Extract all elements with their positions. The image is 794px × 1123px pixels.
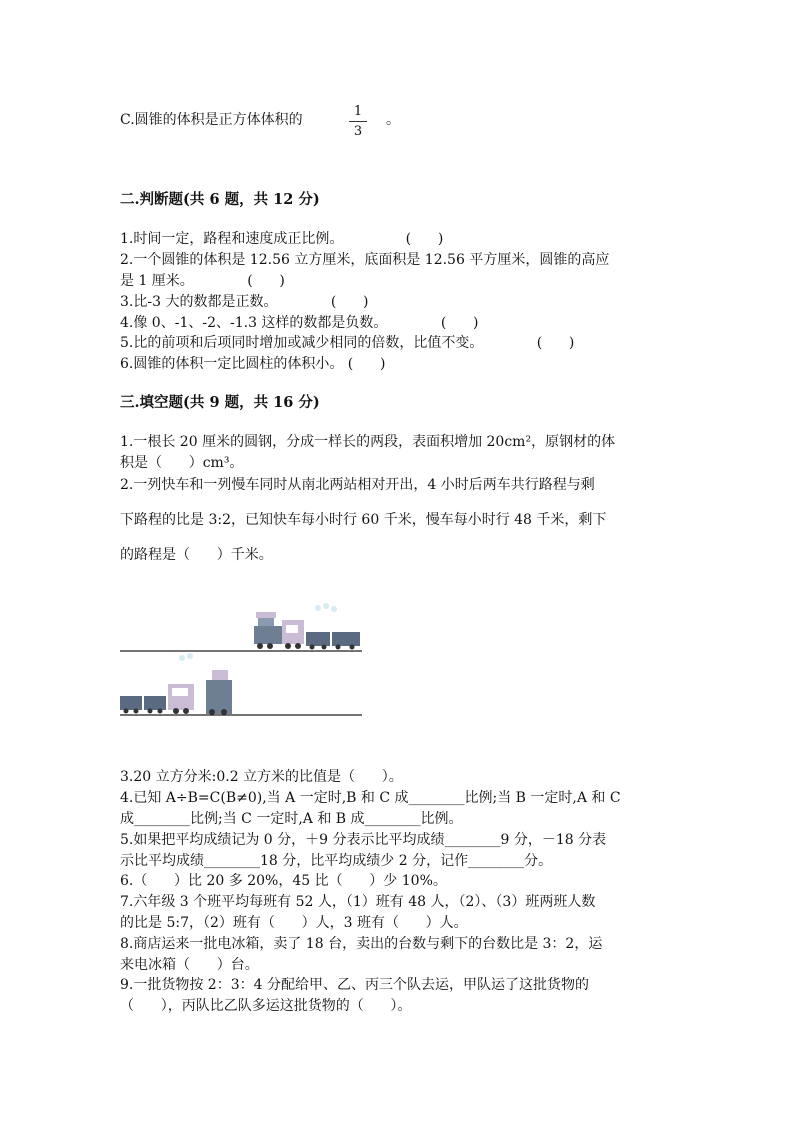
fill-blank-line: 成________比例;当 C 一定时,A 和 B 成________比例。 [120, 811, 463, 827]
fill-blank-line: 5.如果把平均成绩记为 0 分，＋9 分表示比平均成绩________9 分，－18 分表 [120, 832, 607, 848]
train-illustration [118, 600, 364, 720]
fill-blank-line: 4.已知 A÷B=C(B≠0),当 A 一定时,B 和 C 成________比例;当 B 一定时,A 和 C [120, 790, 621, 806]
fill-blank-line: 1.一根长 20 厘米的圆钢，分成一样长的两段，表面积增加 20cm²，原钢材的体 [120, 434, 616, 450]
fill-blank-line: 积是（ ）cm³。 [120, 455, 244, 471]
fraction-denominator: 3 [353, 124, 363, 139]
judgement-line: 1.时间一定，路程和速度成正比例。 ( ) [120, 231, 444, 247]
judgement-line: 6.圆锥的体积一定比圆柱的体积小。 ( ) [120, 356, 386, 372]
option-c-end: 。 [386, 112, 400, 128]
fill-blank-line: 的比是 5:7，（2）班有（ ）人，3 班有（ ）人。 [120, 915, 468, 931]
fill-blank-line: 7.六年级 3 个班平均每班有 52 人，（1）班有 48 人，（2）、（3）班两班人数 [120, 894, 596, 910]
fill-blank-line: 9.一批货物按 2：3：4 分配给甲、乙、丙三个队去运，甲队运了这批货物的 [120, 977, 589, 993]
judgement-line: 3.比-3 大的数都是正数。 ( ) [120, 294, 369, 310]
fill-blank-line: （ ），丙队比乙队多运这批货物的（ ）。 [120, 998, 412, 1014]
fill-blank-line: 6.（ ）比 20 多 20%，45 比（ ）少 10%。 [120, 873, 447, 889]
fill-blank-line: 的路程是（ ）千米。 [120, 547, 273, 563]
fraction-bar [349, 121, 367, 122]
fill-blank-line: 2.一列快车和一列慢车同时从南北两站相对开出，4 小时后两车共行路程与剩 [120, 477, 595, 493]
judgement-line: 4.像 0、-1、-2、-1.3 这样的数都是负数。 ( ) [120, 315, 479, 331]
fill-blank-line: 来电冰箱（ ）台。 [120, 957, 259, 973]
judgement-line: 5.比的前项和后项同时增加或减少相同的倍数，比值不变。 ( ) [120, 335, 575, 351]
section-heading-judgement: 二.判断题(共 6 题，共 12 分) [120, 191, 320, 208]
upper-train [254, 603, 360, 650]
option-c-text: C.圆锥的体积是正方体体积的 [120, 112, 303, 128]
fill-blank-line: 示比平均成绩________18 分，比平均成绩少 2 分，记作________分。 [120, 853, 553, 869]
fill-blank-line: 8.商店运来一批电冰箱，卖了 18 台，卖出的台数与剩下的台数比是 3：2，运 [120, 936, 603, 952]
lower-train [120, 653, 232, 715]
section-heading-fill-blank: 三.填空题(共 9 题，共 16 分) [120, 394, 320, 411]
fraction-numerator: 1 [353, 104, 363, 119]
fraction-one-third [349, 104, 367, 139]
judgement-line: 2.一个圆锥的体积是 12.56 立方厘米，底面积是 12.56 平方厘米，圆锥的高应 [120, 252, 610, 268]
fill-blank-line: 3.20 立方分米:0.2 立方米的比值是（ ）。 [120, 769, 403, 785]
fill-blank-line: 下路程的比是 3:2，已知快车每小时行 60 千米，慢车每小时行 48 千米，剩下 [120, 512, 607, 528]
judgement-line: 是 1 厘米。 ( ) [120, 273, 285, 289]
